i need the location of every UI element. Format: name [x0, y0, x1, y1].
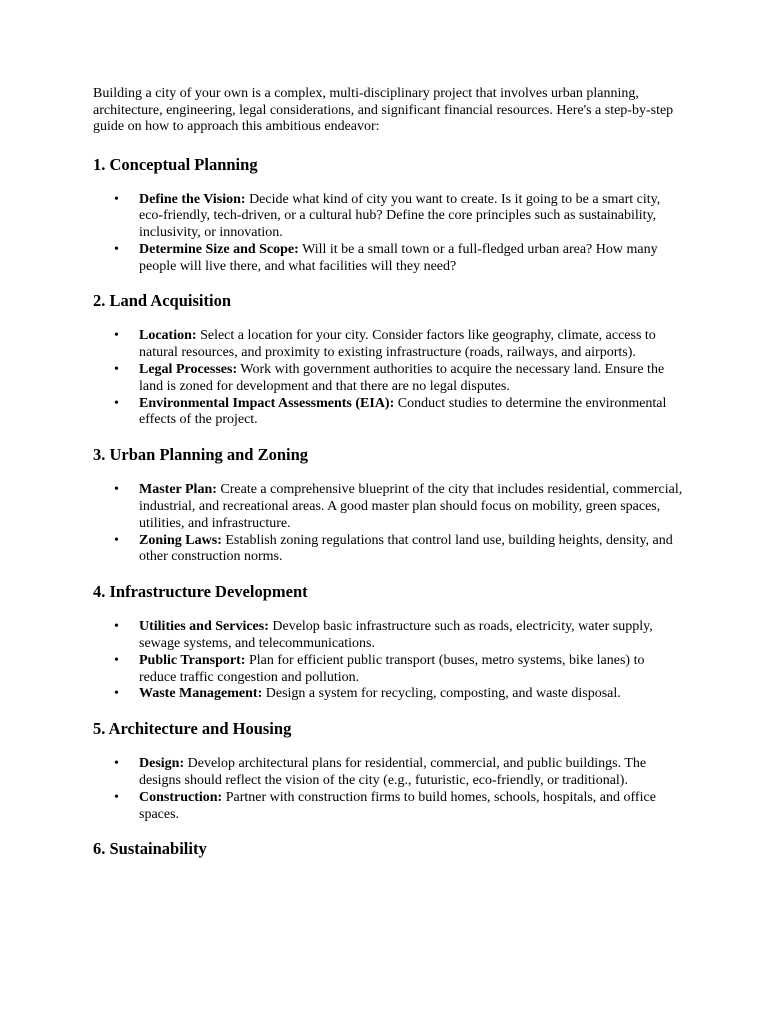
list-item: [93, 396, 683, 430]
bullet-icon: •: [114, 652, 119, 668]
item-label: Utilities and Services:: [139, 619, 269, 635]
bullet-icon: •: [114, 241, 119, 257]
item-text: Establish zoning regulations that control land use, building heights, density, and other construction norms.: [139, 532, 673, 565]
section-heading: 4. Infrastructure Development: [93, 582, 308, 602]
bullet-list: [93, 619, 683, 703]
list-item: [93, 482, 683, 532]
list-item: [93, 533, 683, 567]
item-label: Environmental Impact Assessments (EIA):: [139, 395, 395, 411]
item-label: Define the Vision:: [139, 191, 246, 207]
section-architecture: [93, 719, 683, 823]
section-heading: 5. Architecture and Housing: [93, 719, 292, 739]
section-land-acquisition: [93, 291, 683, 429]
item-label: Location:: [139, 328, 197, 344]
list-item: [93, 790, 683, 824]
list-item: [93, 619, 683, 653]
item-label: Waste Management:: [139, 686, 263, 702]
section-conceptual-planning: [93, 155, 683, 276]
bullet-icon: •: [114, 756, 119, 772]
item-text: Develop basic infrastructure such as roads, electricity, water supply, sewage systems, and telecommunications.: [139, 619, 653, 652]
bullet-list: [93, 482, 683, 566]
bullet-list: [93, 756, 683, 823]
bullet-icon: •: [114, 619, 119, 635]
item-label: Construction:: [139, 789, 223, 805]
section-heading: 3. Urban Planning and Zoning: [93, 445, 309, 465]
list-item: [93, 756, 683, 790]
intro-paragraph: Building a city of your own is a complex, multi-disciplinary project that involves urban planning, architecture, engineering, legal considerations, and significant financial resources. Here's a step-by-step guide on how to approach this ambitious endeavor:: [93, 86, 674, 134]
item-text: Conduct studies to determine the environmental effects of the project.: [139, 395, 667, 428]
bullet-icon: •: [114, 482, 119, 498]
section-urban-planning: [93, 445, 683, 566]
item-text: Work with government authorities to acquire the necessary land. Ensure the land is zoned for development and that there are no legal disputes.: [139, 362, 665, 394]
bullet-icon: •: [114, 395, 119, 411]
bullet-icon: •: [114, 328, 119, 344]
item-text: Partner with construction firms to build homes, schools, hospitals, and office spaces.: [139, 789, 656, 822]
bullet-icon: •: [114, 532, 119, 548]
list-item: [93, 192, 683, 242]
bullet-icon: •: [114, 789, 119, 805]
section-sustainability: [93, 839, 683, 859]
bullet-icon: •: [114, 362, 119, 378]
section-heading: 1. Conceptual Planning: [93, 154, 258, 174]
item-text: Plan for efficient public transport (buses, metro systems, bike lanes) to reduce traffic congestion and pollution.: [139, 652, 645, 685]
item-label: Design:: [139, 756, 185, 772]
bullet-icon: •: [114, 686, 119, 702]
bullet-icon: •: [114, 191, 119, 207]
section-infrastructure: [93, 582, 683, 703]
item-text: Decide what kind of city you want to create. Is it going to be a smart city, eco-friendly, tech-driven, or a cultural hub? Define the core principles such as sustainability, inclusivity, or innovation.: [139, 191, 661, 241]
list-item: [93, 653, 683, 687]
item-label: Determine Size and Scope:: [139, 241, 299, 257]
bullet-list: [93, 192, 683, 276]
list-item: [93, 242, 683, 276]
item-label: Public Transport:: [139, 652, 246, 668]
item-text: Create a comprehensive blueprint of the city that includes residential, commercial, industrial, and recreational areas. A good master plan should focus on mobility, green spaces, utilities, and infrastructure.: [139, 482, 683, 531]
section-heading: 2. Land Acquisition: [93, 291, 232, 311]
bullet-list: [93, 328, 683, 429]
document-page: [93, 86, 683, 859]
item-text: Will it be a small town or a full-fledged urban area? How many people will live there, and what facilities will they need?: [139, 241, 658, 274]
list-item: [93, 362, 683, 396]
section-heading: 6. Sustainability: [93, 839, 207, 859]
item-text: Design a system for recycling, composting, and waste disposal.: [265, 686, 621, 702]
item-text: Select a location for your city. Consider factors like geography, climate, access to natural resources, and proximity to existing infrastructure (roads, railways, and airports).: [139, 328, 656, 361]
item-label: Master Plan:: [139, 482, 217, 498]
item-text: Develop architectural plans for residential, commercial, and public buildings. The designs should reflect the vision of the city (e.g., futuristic, eco-friendly, or traditional).: [139, 756, 647, 789]
list-item: [93, 328, 683, 362]
item-label: Zoning Laws:: [139, 532, 222, 548]
list-item: [93, 686, 683, 703]
item-label: Legal Processes:: [139, 362, 238, 378]
